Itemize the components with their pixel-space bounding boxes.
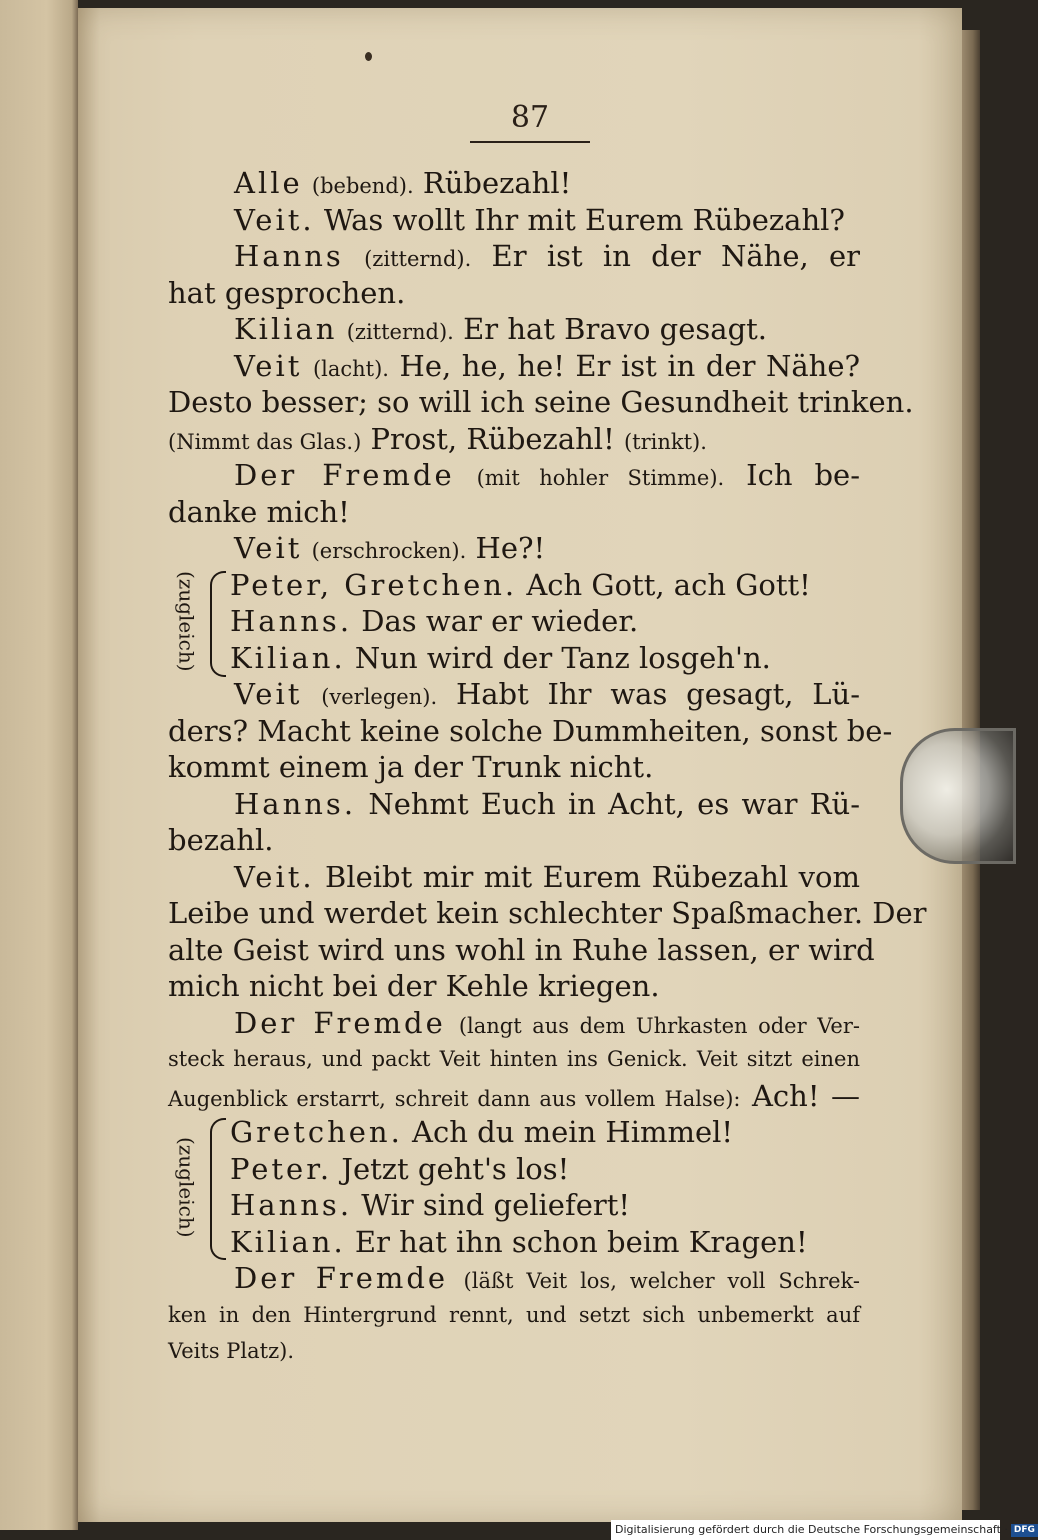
- credit-text: Digitalisierung gefördert durch die Deutsche Forschungsgemeinschaft ·: [615, 1523, 1008, 1536]
- brace: [210, 1118, 226, 1260]
- stage-direction: (lacht).: [312, 356, 389, 381]
- text-line: [168, 238, 860, 275]
- text-line: Veits Platz).: [168, 1339, 295, 1363]
- dialogue: Er ist in der Nähe, er: [491, 239, 861, 273]
- facing-page-edge: [0, 0, 78, 1530]
- brace: [210, 571, 226, 677]
- simultaneous-group: [168, 1114, 860, 1260]
- text-line: [168, 1260, 860, 1297]
- speaker: Peter, Gretchen.: [230, 567, 518, 602]
- text-line: [168, 421, 860, 458]
- text-line: bezahl.: [168, 823, 274, 857]
- text-line: [168, 1078, 860, 1115]
- text-line: [168, 640, 860, 677]
- text-line: kommt einem ja der Trunk nicht.: [168, 750, 654, 784]
- text-line: [168, 530, 860, 567]
- text-line: [168, 786, 860, 823]
- speaker: Veit.: [234, 202, 315, 237]
- dialogue: Habt Ihr was gesagt, Lü-: [455, 677, 861, 711]
- speaker: Der Fremde: [234, 458, 455, 492]
- text-line: [168, 1114, 860, 1151]
- speaker: Hanns.: [234, 786, 357, 821]
- simultaneous-group: [168, 567, 860, 677]
- text-line: [168, 311, 860, 348]
- simultaneous-label: [168, 567, 204, 677]
- page-text: [168, 165, 927, 1370]
- dialogue: Das war er wieder.: [361, 604, 639, 638]
- stage-direction: Augenblick erstarrt, schreit dann aus vollem Halse):: [168, 1086, 741, 1111]
- dialogue: Nehmt Euch in Acht, es war Rü-: [368, 786, 860, 821]
- dialogue: He, he, he! Er ist in der Nähe?: [399, 348, 861, 383]
- text-line: ken in den Hintergrund rennt, und setzt sich unbemerkt auf: [168, 1302, 860, 1327]
- text-line: mich nicht bei der Kehle kriegen.: [168, 969, 660, 1003]
- dialogue: Er hat ihn schon beim Kragen!: [354, 1224, 808, 1259]
- speaker: Veit.: [234, 859, 315, 894]
- stage-direction: (verlegen).: [321, 685, 438, 709]
- text-line: [168, 348, 860, 385]
- dialogue: Ich be-: [746, 458, 860, 492]
- simultaneous-label-text: (zugleich): [174, 1136, 199, 1238]
- simultaneous-label: [168, 1114, 204, 1260]
- text-line: danke mich!: [168, 494, 350, 529]
- text-line: [168, 1005, 860, 1042]
- speaker: Hanns: [234, 239, 344, 273]
- page-clip: [900, 728, 1016, 864]
- text-line: [168, 676, 860, 713]
- speaker: Alle: [234, 166, 303, 200]
- simultaneous-label-text: (zugleich): [174, 571, 199, 672]
- text-line: [168, 603, 860, 640]
- speaker: Peter.: [230, 1151, 333, 1186]
- text-line: [168, 1224, 860, 1261]
- dialogue: He?!: [475, 531, 546, 565]
- ink-dot: [365, 52, 372, 61]
- stage-direction: (zitternd).: [346, 320, 454, 344]
- dialogue: Jetzt geht's los!: [341, 1151, 570, 1186]
- speaker: Veit: [234, 677, 303, 711]
- stage-direction: (Nimmt das Glas.): [168, 429, 362, 454]
- stage-direction: (langt aus dem Uhrkasten oder Ver-: [458, 1013, 860, 1038]
- stage-direction: (erschrocken).: [311, 539, 467, 563]
- speaker: Veit: [234, 348, 303, 383]
- speaker: Kilian.: [230, 1224, 346, 1259]
- stage-direction: (trinkt).: [623, 429, 707, 454]
- text-line: [168, 457, 860, 494]
- text-line: Leibe und werdet kein schlechter Spaßmacher. Der: [168, 896, 927, 930]
- digitization-credit: [611, 1520, 1035, 1540]
- page-number-rule: [470, 141, 590, 143]
- text-line: ders? Macht keine solche Dummheiten, sonst be-: [168, 713, 893, 748]
- speaker: Hanns.: [230, 604, 353, 638]
- dialogue: Ach Gott, ach Gott!: [526, 567, 811, 602]
- speaker: Der Fremde: [234, 1005, 446, 1040]
- text-line: [168, 859, 860, 896]
- text-line: Desto besser; so will ich seine Gesundheit trinken.: [168, 385, 914, 419]
- text-line: [168, 165, 860, 202]
- dialogue: Prost, Rübezahl!: [370, 421, 615, 456]
- dialogue: Ach du mein Himmel!: [412, 1115, 734, 1149]
- dfg-logo: DFG: [1011, 1524, 1038, 1537]
- stage-direction: (bebend).: [311, 174, 414, 198]
- speaker: Kilian.: [230, 640, 346, 675]
- speaker: Veit: [234, 531, 303, 565]
- text-line: [168, 567, 860, 604]
- text-line: steck heraus, und packt Veit hinten ins Genick. Veit sitzt einen: [168, 1047, 860, 1071]
- stage-direction: (zitternd).: [364, 247, 472, 271]
- text-line: hat gesprochen.: [168, 275, 406, 310]
- text-line: alte Geist wird uns wohl in Ruhe lassen, er wird: [168, 932, 875, 967]
- stage-direction: (mit hohler Stimme).: [476, 466, 725, 490]
- text-line: [168, 202, 860, 239]
- dialogue: Er hat Bravo gesagt.: [463, 312, 768, 346]
- speaker: Gretchen.: [230, 1115, 403, 1149]
- dialogue: Rübezahl!: [422, 166, 572, 200]
- speaker: Kilian: [234, 312, 338, 346]
- page-number: 87: [510, 100, 550, 135]
- dialogue: Nun wird der Tanz losgeh'n.: [354, 640, 771, 675]
- stage-direction: (läßt Veit los, welcher voll Schrek-: [463, 1269, 860, 1293]
- speaker: Hanns.: [230, 1188, 353, 1222]
- text-line: [168, 1151, 860, 1188]
- dialogue: Was wollt Ihr mit Eurem Rübezahl?: [323, 202, 845, 237]
- dialogue: Ach! —: [751, 1078, 861, 1113]
- speaker: Der Fremde: [234, 1261, 449, 1295]
- text-line: [168, 1187, 860, 1224]
- dialogue: Wir sind geliefert!: [361, 1188, 631, 1222]
- dialogue: Bleibt mir mit Eurem Rübezahl vom: [325, 859, 860, 894]
